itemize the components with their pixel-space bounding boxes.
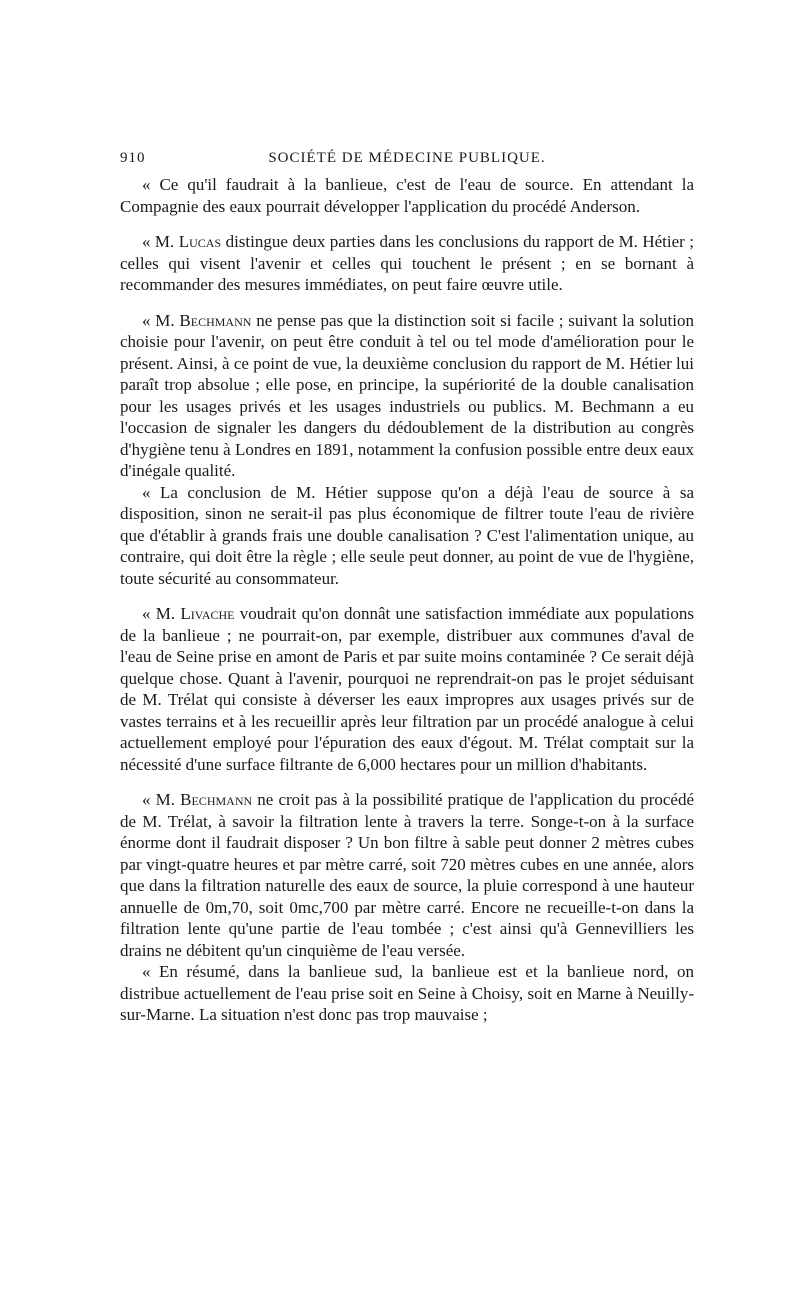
page-header	[120, 150, 694, 174]
paragraph-1: « Ce qu'il faudrait à la banlieue, c'est de l'eau de source. En attendant la Compagnie des eaux pourrait développer l'application du procédé Anderson.	[120, 175, 694, 216]
page-number: 910	[120, 150, 146, 166]
document-page	[120, 150, 694, 1026]
paragraph-7: « En résumé, dans la banlieue sud, la banlieue est et la banlieue nord, on distribue actuellement de l'eau prise soit en Seine à Choisy, soit en Marne à Neuilly-sur-Marne. La situation n'est donc pas trop mauvaise ;	[120, 962, 694, 1024]
paragraph-2: « M. Lucas distingue deux parties dans les conclusions du rapport de M. Hétier ; celles qui visent l'avenir et celles qui touchent le présent ; en se bornant à recommander des mesures immédiates, on peut faire œuvre utile.	[120, 232, 694, 294]
speaker-name: Livache	[180, 604, 235, 623]
speaker-name: Bechmann	[180, 790, 253, 809]
running-title: SOCIÉTÉ DE MÉDECINE PUBLIQUE.	[268, 150, 546, 166]
paragraph-5: « M. Livache voudrait qu'on donnât une satisfaction immédiate aux populations de la banlieue ; ne pourrait-on, par exemple, distribuer aux communes d'aval de l'eau de Seine prise en amont de Paris et par suite moins contaminée ? Ce serait déjà quelque chose. Quant à l'avenir, pourquoi ne reprendrait-on pas le projet séduisant de M. Trélat qui consiste à déverser les eaux impropres aux usages privés sur de vastes terrains et à les recueillir après leur filtration par un procédé analogue à celui actuellement employé pour l'épuration des eaux d'égout. M. Trélat comptait sur la nécessité d'une surface filtrante de 6,000 hectares pour un million d'habitants.	[120, 604, 694, 774]
speaker-name: Bechmann	[179, 310, 252, 330]
paragraph-4: « La conclusion de M. Hétier suppose qu'on a déjà l'eau de source à sa disposition, sinon ne serait-il pas plus économique de filtrer toute l'eau de rivière que d'établir à grands frais une double canalisation ? C'est l'alimentation unique, au contraire, qui doit être la règle ; elle seule peut donner, au point de vue de l'hygiène, toute sécurité au consommateur.	[120, 482, 694, 588]
paragraph-3: « M. Bechmann ne pense pas que la distinction soit si facile ; suivant la solution choisie pour l'avenir, on peut être conduit à tel ou tel mode d'amélioration pour le présent. Ainsi, à ce point de vue, la deuxième conclusion du rapport de M. Hétier lui paraît trop absolue ; elle pose, en principe, la supériorité de la double canalisation pour les usages privés et les usages industriels ou publics. M. Bechmann a eu l'occasion de signaler les dangers du dédoublement de la distribution au congrès d'hygiène tenu à Londres en 1891, notamment la confusion possible entre deux eaux d'inégale qualité.	[120, 310, 694, 480]
speaker-name: Lucas	[178, 232, 222, 251]
paragraph-6: « M. Bechmann ne croit pas à la possibilité pratique de l'application du procédé de M. Trélat, à savoir la filtration lente à travers la terre. Songe-t-on à la surface énorme dont il faudrait disposer ? Un bon filtre à sable peut donner 2 mètres cubes par vingt-quatre heures et par mètre carré, soit 720 mètres cubes en une année, alors que dans la filtration naturelle des eaux de source, la pluie correspond à une hauteur annuelle de 0m,70, soit 0mc,700 par mètre carré. Encore ne recueille-t-on dans la filtration lente qu'une partie de l'eau tombée ; c'est ainsi qu'à Gennevilliers les drains ne débitent qu'un cinquième de l'eau versée.	[120, 790, 695, 960]
